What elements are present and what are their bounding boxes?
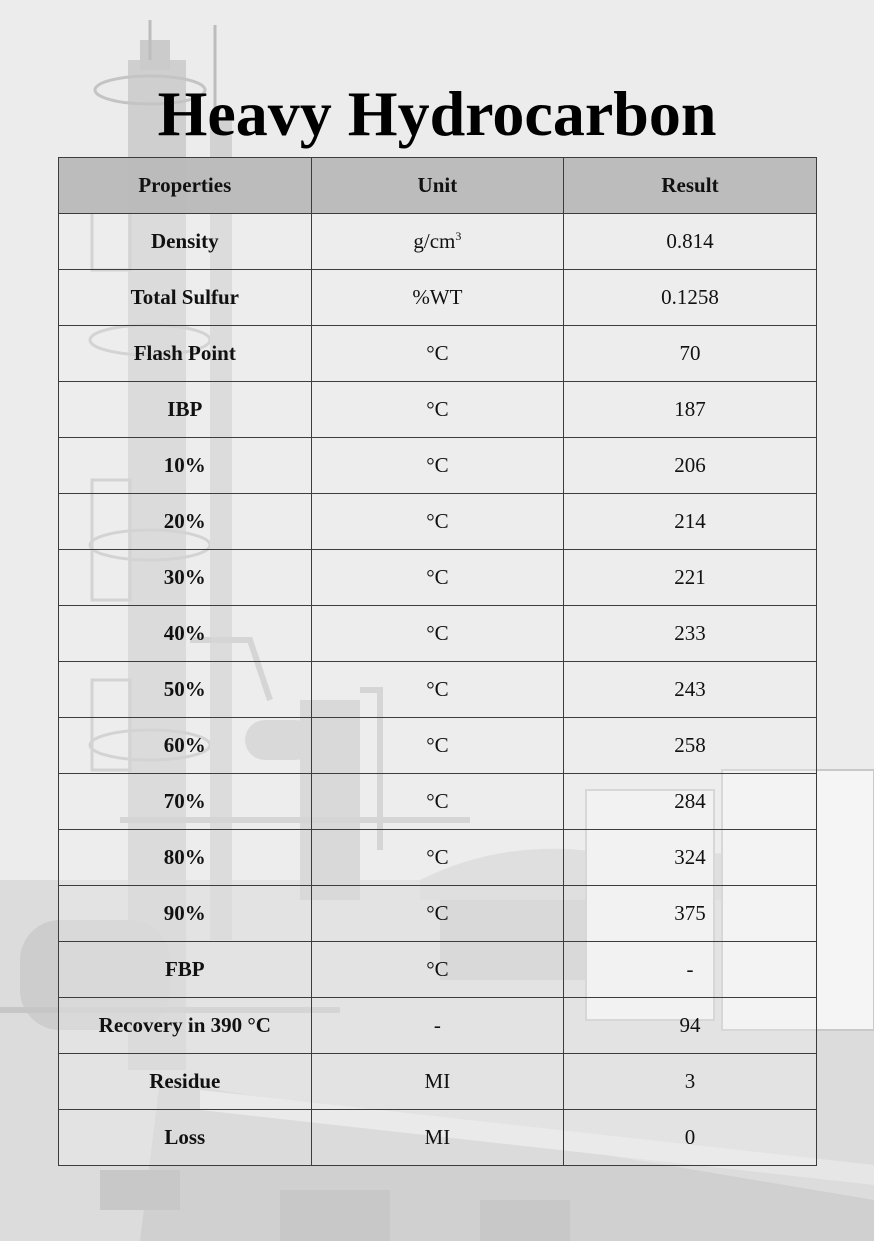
property-cell: 20% [59, 494, 312, 550]
property-cell: Density [59, 214, 312, 270]
result-cell: 214 [564, 494, 817, 550]
property-cell: 50% [59, 662, 312, 718]
header-unit: Unit [311, 158, 564, 214]
result-cell: 284 [564, 774, 817, 830]
unit-cell: °C [311, 830, 564, 886]
property-cell: 90% [59, 886, 312, 942]
table-row [59, 718, 817, 774]
unit-cell: MI [311, 1054, 564, 1110]
result-cell: - [564, 942, 817, 998]
table-row [59, 214, 817, 270]
property-cell: IBP [59, 382, 312, 438]
header-result: Result [564, 158, 817, 214]
page-title: Heavy Hydrocarbon [157, 78, 717, 149]
table-row [59, 774, 817, 830]
unit-cell: °C [311, 886, 564, 942]
table-row [59, 1110, 817, 1166]
result-cell: 243 [564, 662, 817, 718]
unit-text: g/cm [413, 229, 456, 253]
table-row [59, 886, 817, 942]
table-row [59, 998, 817, 1054]
result-cell: 0 [564, 1110, 817, 1166]
property-cell: Residue [59, 1054, 312, 1110]
table-row [59, 550, 817, 606]
table-row [59, 942, 817, 998]
result-cell: 324 [564, 830, 817, 886]
table-row [59, 270, 817, 326]
properties-table [58, 157, 817, 1166]
table-row [59, 382, 817, 438]
unit-cell: °C [311, 326, 564, 382]
result-cell: 3 [564, 1054, 817, 1110]
result-cell: 70 [564, 326, 817, 382]
property-cell: Total Sulfur [59, 270, 312, 326]
result-cell: 0.1258 [564, 270, 817, 326]
result-cell: 258 [564, 718, 817, 774]
unit-cell: °C [311, 606, 564, 662]
table-header-row [59, 158, 817, 214]
table-row [59, 830, 817, 886]
unit-cell [311, 214, 564, 270]
unit-cell: °C [311, 774, 564, 830]
table-row [59, 494, 817, 550]
unit-cell: °C [311, 494, 564, 550]
unit-cell: °C [311, 718, 564, 774]
property-cell: 40% [59, 606, 312, 662]
result-cell: 187 [564, 382, 817, 438]
header-properties: Properties [59, 158, 312, 214]
result-cell: 94 [564, 998, 817, 1054]
property-cell: Loss [59, 1110, 312, 1166]
unit-cell: °C [311, 942, 564, 998]
property-cell: 10% [59, 438, 312, 494]
property-cell: 80% [59, 830, 312, 886]
table-row [59, 662, 817, 718]
unit-cell: - [311, 998, 564, 1054]
unit-cell: °C [311, 382, 564, 438]
result-cell: 233 [564, 606, 817, 662]
property-cell: Recovery in 390 °C [59, 998, 312, 1054]
unit-cell: °C [311, 550, 564, 606]
table-row [59, 1054, 817, 1110]
result-cell: 206 [564, 438, 817, 494]
result-cell: 375 [564, 886, 817, 942]
result-cell: 221 [564, 550, 817, 606]
table-row [59, 438, 817, 494]
table-row [59, 326, 817, 382]
unit-cell: °C [311, 438, 564, 494]
property-cell: Flash Point [59, 326, 312, 382]
property-cell: 70% [59, 774, 312, 830]
unit-cell: MI [311, 1110, 564, 1166]
property-cell: 60% [59, 718, 312, 774]
unit-cell: °C [311, 662, 564, 718]
table-row [59, 606, 817, 662]
unit-superscript: 3 [455, 229, 462, 243]
unit-cell: %WT [311, 270, 564, 326]
result-cell: 0.814 [564, 214, 817, 270]
property-cell: FBP [59, 942, 312, 998]
property-cell: 30% [59, 550, 312, 606]
